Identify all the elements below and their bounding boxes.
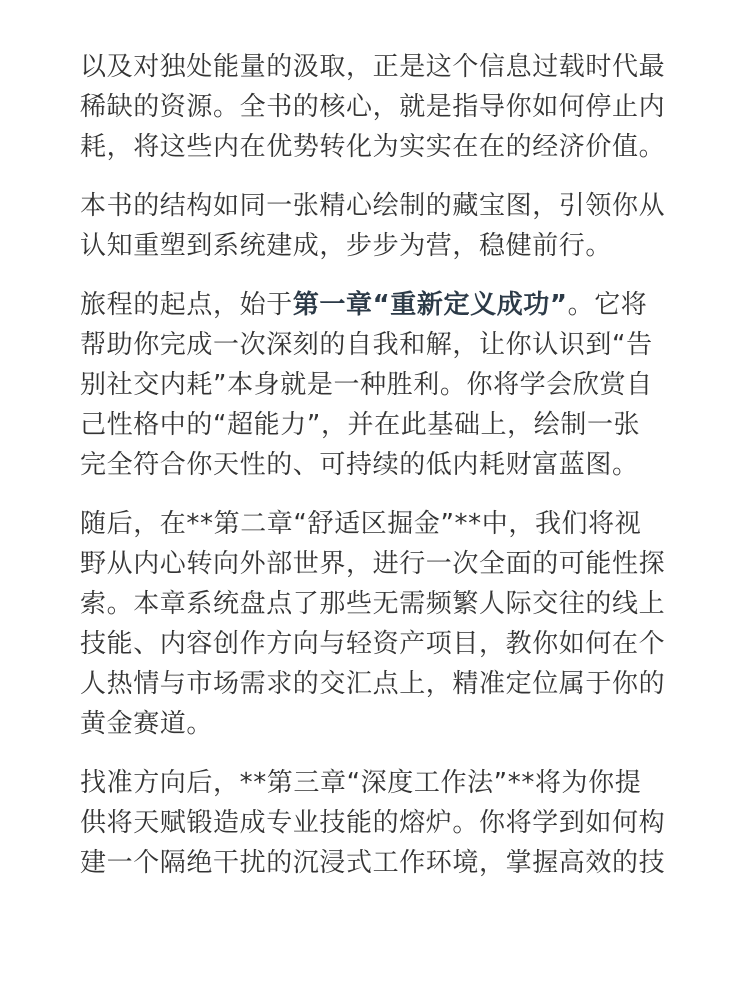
text-line: 索。本章系统盘点了那些无需频繁人际交往的线上 [80,589,666,619]
text-line [80,285,670,325]
text-line: 本书的结构如同一张精心绘制的藏宝图，引领你从 [80,191,666,221]
text-line: 完全符合你天性的、可持续的低内耗财富蓝图。 [80,450,639,480]
text-segment: 。它将 [567,290,648,320]
text-line: 找准方向后，**第三章“深度工作法”**将为你提 [80,768,642,798]
text-line: 稀缺的资源。全书的核心，就是指导你如何停止内 [80,92,666,122]
text-line: 技能、内容创作方向与轻资产项目，教你如何在个 [80,629,666,659]
paragraph-chapter-three [80,763,670,883]
text-line: 建一个隔绝干扰的沉浸式工作环境，掌握高效的技 [80,848,666,878]
text-line: 人热情与市场需求的交汇点上，精准定位属于你的 [80,669,666,699]
paragraph-book-structure [80,186,670,266]
text-line: 己性格中的“超能力”，并在此基础上，绘制一张 [80,410,641,440]
paragraph-chapter-one [80,285,670,485]
text-line: 随后，在**第二章“舒适区掘金”**中，我们将视 [80,509,642,539]
paragraph-intro-ending [80,47,670,167]
text-line: 认知重塑到系统建成，步步为营，稳健前行。 [80,231,613,261]
text-line: 供将天赋锻造成专业技能的熔炉。你将学到如何构 [80,808,666,838]
text-line: 野从内心转向外部世界，进行一次全面的可能性探 [80,549,666,579]
paragraph-chapter-two [80,504,670,744]
chapter-one-title: 第一章“重新定义成功” [292,290,568,320]
text-line: 以及对独处能量的汲取，正是这个信息过载时代最 [80,52,666,82]
text-segment: 旅程的起点，始于 [80,290,293,320]
text-line: 帮助你完成一次深刻的自我和解，让你认识到“告 [80,330,653,360]
text-line: 别社交内耗”本身就是一种胜利。你将学会欣赏自 [80,370,653,400]
text-line: 耗，将这些内在优势转化为实实在在的经济价值。 [80,132,666,162]
text-line: 黄金赛道。 [80,709,214,739]
